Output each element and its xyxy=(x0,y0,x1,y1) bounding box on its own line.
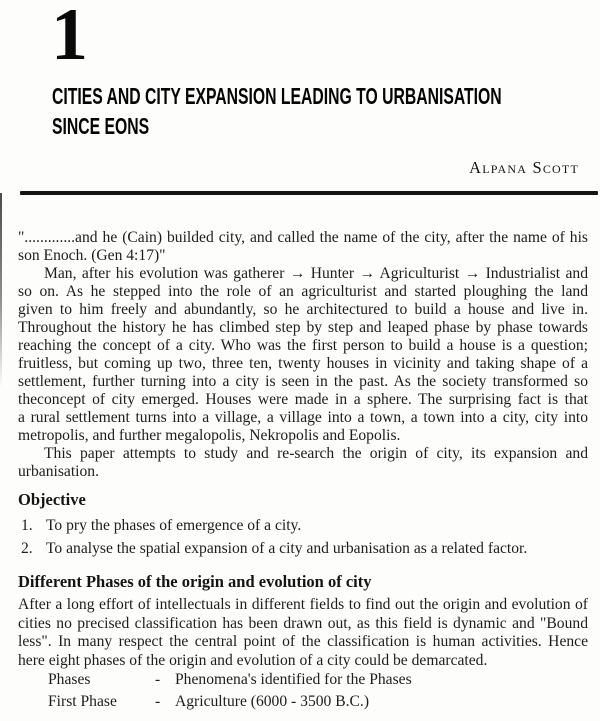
body-line: less". In many respect the central point of the classification is human activities. Hence xyxy=(18,633,588,650)
phases-table xyxy=(18,669,588,713)
list-text: To pry the phases of emergence of a city. xyxy=(46,517,302,534)
chapter-number: 1 xyxy=(51,0,88,76)
body-line: metropolis, and further megalopolis, Nekropolis and Eopolis. xyxy=(18,427,401,444)
objective-item xyxy=(18,540,591,558)
objective-item xyxy=(18,517,591,535)
body-line: This paper attempts to study and re-search the origin of city, its expansion and xyxy=(44,445,588,462)
header-rule xyxy=(20,191,598,195)
body-line: After a long effort of intellectuals in different fields to find out the origin and evolution of xyxy=(18,596,588,613)
chapter-title-line-2: SINCE EONS xyxy=(52,113,150,139)
body-line: son Enoch. (Gen 4:17)" xyxy=(18,247,166,264)
body-line: theconcept of city emerged. Houses were made in a sphere. The surprising fact is that xyxy=(18,391,588,408)
intro-paragraphs xyxy=(18,229,588,481)
table-row xyxy=(18,669,588,691)
body-line: so on. As he stepped into the role of an agriculturist and started ploughing the land xyxy=(18,283,588,300)
body-line: Throughout the history he has climbed step by step and leaped phase by phase towards xyxy=(18,319,588,336)
chapter-title-line-1: CITIES AND CITY EXPANSION LEADING TO URBANISATION xyxy=(52,83,502,109)
phase-dash: - xyxy=(155,693,161,710)
body-line: Man, after his evolution was gatherer → Hunter → Agriculturist → Industrialist and xyxy=(44,265,588,282)
chapter-title xyxy=(52,81,592,141)
phases-section-paragraph xyxy=(18,596,588,670)
objective-heading: Objective xyxy=(18,490,86,509)
body-line: a rural settlement turns into a village, a village into a town, a town into a city, city into xyxy=(18,409,588,426)
author-name: Alpana Scott xyxy=(469,158,579,177)
phase-label: First Phase xyxy=(48,693,117,710)
phase-dash: - xyxy=(155,671,161,688)
body-line: here eight phases of the origin and evolution of a city could be demarcated. xyxy=(18,651,488,669)
body-line: urbanisation. xyxy=(18,463,99,480)
phase-label: Phases xyxy=(48,671,91,688)
body-line: fruitless, but coming up two, three ten, twenty houses in vicinity and taking shape of a xyxy=(18,355,588,372)
list-text: To analyse the spatial expansion of a city and urbanisation as a related factor. xyxy=(46,540,528,557)
list-number: 1. xyxy=(21,517,33,534)
phases-section-heading: Different Phases of the origin and evolution of city xyxy=(18,572,372,591)
phase-value: Phenomena's identified for the Phases xyxy=(175,671,412,688)
body-line: cities no precised classification has been drawn out, as this field is dynamic and "Bound xyxy=(18,614,588,632)
phase-value: Agriculture (6000 - 3500 B.C.) xyxy=(175,693,370,710)
scan-edge-artifact xyxy=(0,193,2,388)
body-line: reaching the concept of a city. Who was the first person to build a house is a question; xyxy=(18,337,588,354)
list-number: 2. xyxy=(21,540,33,557)
body-line: given to him freely and abundantly, so he architectured to build a house and live in. xyxy=(18,301,588,318)
body-line: settlement, further turning into a city is seen in the past. As the society transformed so xyxy=(18,373,588,390)
body-line: ".............and he (Cain) builded city, and called the name of the city, after the name of his xyxy=(18,229,588,246)
table-row xyxy=(18,691,588,713)
